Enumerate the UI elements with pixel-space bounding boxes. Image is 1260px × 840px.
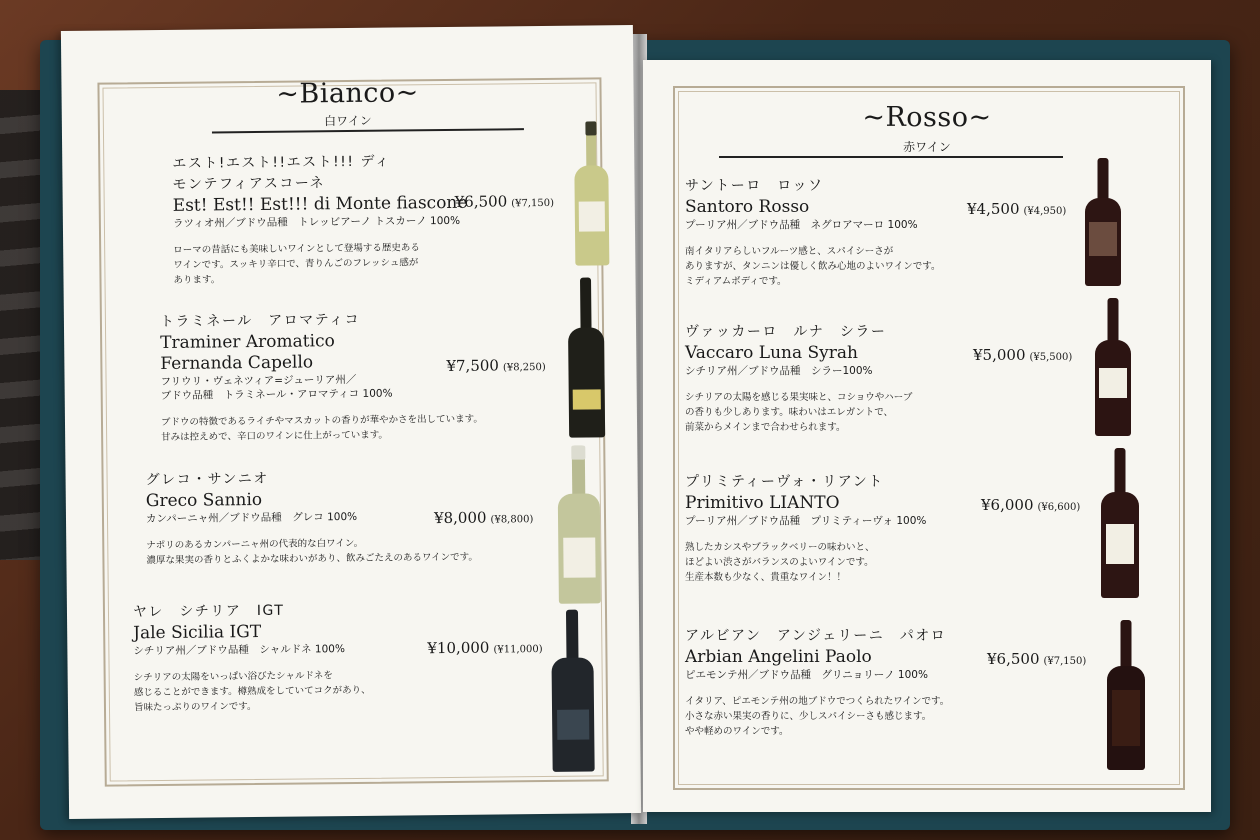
wine-region-grape: シチリア州／ブドウ品種 シャルドネ 100% bbox=[133, 643, 345, 658]
wine-name-jp: トラミネール アロマティコ bbox=[159, 311, 361, 330]
red-wine-bottle-icon bbox=[1085, 158, 1121, 286]
wine-item bbox=[685, 322, 1065, 435]
price-value: ¥6,500 bbox=[454, 192, 508, 211]
wine-description: シチリアの太陽をいっぱい浴びたシャルドネを 感じることができます。樽熟成をしていてコクがあり、 旨味たっぷりのワインです。 bbox=[133, 670, 371, 714]
wine-region-grape: シチリア州／ブドウ品種 シラー100% bbox=[685, 365, 873, 377]
red-wine-bottle-icon bbox=[1095, 298, 1131, 436]
section-title-rosso: ~Rosso~ bbox=[862, 102, 992, 133]
title-rule bbox=[719, 156, 1063, 158]
white-wine-bottle-icon bbox=[551, 609, 595, 771]
wine-name-jp: グレコ・サンニオ bbox=[145, 470, 269, 489]
wine-region-grape: カンパーニャ州／ブドウ品種 グレコ 100% bbox=[145, 510, 358, 526]
wine-region-grape: ラツィオ州／ブドウ品種 トレッビアーノ トスカーノ 100% bbox=[172, 214, 461, 230]
wine-price bbox=[455, 192, 554, 211]
wine-item bbox=[685, 472, 1065, 585]
wine-price bbox=[973, 346, 1072, 364]
wine-name-jp: ヤレ シチリア IGT bbox=[132, 602, 285, 621]
wine-name-en: Est! Est!! Est!!! di Monte fiascone bbox=[172, 192, 468, 216]
wine-item bbox=[685, 176, 1065, 289]
wine-description: 熟したカシスやブラックベリーの味わいと、 ほどよい渋さがバランスのよいワインです。 生産本数も少なく、貴重なワイン！！ bbox=[685, 542, 875, 583]
price-with-tax: (¥4,950) bbox=[1023, 206, 1067, 217]
price-value: ¥10,000 bbox=[427, 638, 490, 658]
wine-name-en: Traminer Aromatico Fernanda Capello bbox=[160, 331, 335, 374]
wine-name-jp: アルビアン アンジェリーニ パオロ bbox=[685, 628, 947, 644]
price-with-tax: (¥7,150) bbox=[1043, 656, 1087, 667]
price-with-tax: (¥5,500) bbox=[1029, 352, 1073, 363]
price-value: ¥6,500 bbox=[987, 650, 1040, 668]
wine-item bbox=[685, 626, 1075, 739]
white-wine-bottle-icon bbox=[568, 277, 606, 437]
price-value: ¥7,500 bbox=[446, 356, 500, 375]
wine-name-en: Santoro Rosso bbox=[685, 197, 810, 217]
red-wine-bottle-icon bbox=[1107, 620, 1145, 770]
wine-region-grape: プーリア州／ブドウ品種 ネグロアマーロ 100% bbox=[685, 219, 918, 231]
wine-description: シチリアの太陽を感じる果実味と、コショウやハーブ の香りも少しあります。味わいはエレガントで、 前菜からメインまで合わせられます。 bbox=[685, 392, 913, 433]
wine-name-jp: サントーロ ロッソ bbox=[685, 178, 824, 194]
price-value: ¥4,500 bbox=[967, 200, 1020, 218]
wine-description: ナポリのあるカンパーニャ州の代表的な白ワイン。 濃厚な果実の香りとふくよかな味わいがあり、飲みごたえのあるワインです。 bbox=[146, 537, 478, 567]
wine-name-en: Vaccaro Luna Syrah bbox=[685, 343, 858, 363]
price-value: ¥6,000 bbox=[981, 496, 1034, 514]
wine-description: 南イタリアらしいフルーツ感と、スパイシーさが ありますが、タンニンは優しく飲み心地のよいワインです。 ミディアムボディです。 bbox=[685, 246, 941, 287]
wine-name-jp: プリミティーヴォ・リアント bbox=[685, 474, 884, 490]
price-with-tax: (¥6,600) bbox=[1037, 502, 1081, 513]
wine-price bbox=[981, 496, 1080, 514]
wine-region-grape: ピエモンテ州／ブドウ品種 グリニョリーノ 100% bbox=[685, 669, 928, 681]
wine-name-jp: ヴァッカーロ ルナ シラー bbox=[685, 324, 887, 340]
menu-page-rosso bbox=[643, 60, 1211, 812]
white-wine-bottle-icon bbox=[557, 445, 601, 603]
wine-price bbox=[427, 638, 542, 657]
red-wine-bottle-icon bbox=[1101, 448, 1139, 598]
section-subtitle-rosso: 赤ワイン bbox=[903, 140, 951, 154]
wine-name-en: Primitivo LIANTO bbox=[685, 493, 840, 513]
wine-item bbox=[160, 308, 531, 445]
wine-description: ローマの昔話にも美味しいワインとして登場する歴史ある ワインです。スッキリ辛口で、青りんごのフレッシュ感が あります。 bbox=[173, 242, 420, 286]
section-title-bianco: ~Bianco~ bbox=[276, 77, 420, 110]
wine-name-en: Greco Sannio bbox=[145, 489, 263, 512]
section-subtitle-bianco: 白ワイン bbox=[323, 113, 372, 129]
price-value: ¥5,000 bbox=[973, 346, 1026, 364]
wine-price bbox=[434, 508, 533, 527]
price-with-tax: (¥7,150) bbox=[511, 197, 555, 210]
wine-name-en: Arbian Angelini Paolo bbox=[685, 647, 872, 667]
wine-region-grape: プーリア州／ブドウ品種 プリミティーヴォ 100% bbox=[685, 515, 927, 527]
wine-region-grape: フリウリ・ヴェネツィア=ジューリア州／ ブドウ品種 トラミネール・アロマティコ 100% bbox=[160, 373, 393, 402]
wine-description: イタリア、ピエモンテ州の地ブドウでつくられたワインです。 小さな赤い果実の香りに、少しスパイシーさも感じます。 やや軽めのワインです。 bbox=[685, 696, 950, 737]
price-with-tax: (¥11,000) bbox=[493, 644, 543, 656]
price-with-tax: (¥8,250) bbox=[502, 361, 546, 374]
wine-name-jp: エスト!エスト!!エスト!!! ディ モンテフィアスコーネ bbox=[172, 153, 391, 193]
wine-name-en: Jale Sicilia IGT bbox=[133, 621, 262, 644]
price-value: ¥8,000 bbox=[433, 508, 487, 528]
menu-page-bianco bbox=[61, 25, 641, 819]
price-with-tax: (¥8,800) bbox=[490, 514, 534, 526]
wine-price bbox=[967, 200, 1066, 218]
wine-description: ブドウの特徴であるライチやマスカットの香りが華やかさを出しています。 甘みは控えめで、辛口のワインに仕上がっています。 bbox=[160, 413, 483, 443]
wine-item bbox=[172, 150, 533, 288]
white-wine-bottle-icon bbox=[574, 121, 610, 265]
wine-price bbox=[446, 356, 545, 375]
wine-price bbox=[987, 650, 1086, 668]
